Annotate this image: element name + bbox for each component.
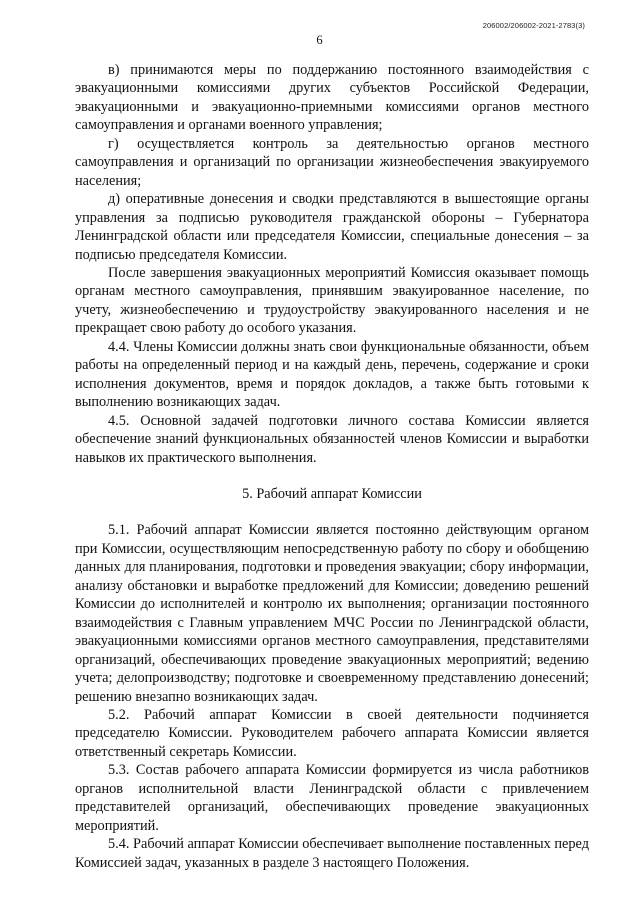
page-number: 6 [316, 33, 323, 47]
paragraph-4-4: 4.4. Члены Комиссии должны знать свои функциональные обязанности, объем работы на определенный период и на каждый день, перечень, содержание и сроки исполнения документов, время и порядок докладов, а также быть готовыми к выполнению возникающих задач. [75, 338, 589, 411]
paragraph-5-3: 5.3. Состав рабочего аппарата Комиссии формируется из числа работников органов исполнительной власти Ленинградской области с привлечением представителей организаций, обеспечивающих проведение эвакуационных мероприятий. [75, 762, 589, 834]
document-body [75, 61, 589, 872]
paragraph-5-1: 5.1. Рабочий аппарат Комиссии является постоянно действующим органом при Комиссии, осуществляющим непосредственную работу по сбору и обобщению данных для планирования, подготовки и проведения эвакуации; сбору информации, анализу обстановки и выработке предложений для Комиссии; доведению решений Комиссии до исполнителей и контролю их выполнения; организации постоянного взаимодействия с Главным управлением МЧС России по Ленинградской области, эвакуационными комиссиями органов местного самоуправления, представителями организаций, обеспечивающих проведение эвакуационных мероприятий; ведению учета; делопроизводству; подготовке и своевременному представлению донесений; решению внезапно возникающих задач. [75, 522, 589, 705]
paragraph-4-5: 4.5. Основной задачей подготовки личного состава Комиссии является обеспечение знаний функциональных обязанностей членов Комиссии и выработки навыков их практического выполнения. [75, 412, 589, 466]
paragraph-4-3-g: г) осуществляется контроль за деятельностью органов местного самоуправления и организаций по организации жизнеобеспечения эвакуируемого населения; [75, 135, 589, 189]
section-5-heading: 5. Рабочий аппарат Комиссии [242, 485, 422, 502]
paragraph-4-3-d: д) оперативные донесения и сводки представляются в вышестоящие органы управления за подписью руководителя гражданской обороны – Губернатора Ленинградской области или председателя Комиссии, специальные донесения – за подписью председателя Комиссии. [75, 191, 589, 263]
paragraph-5-2: 5.2. Рабочий аппарат Комиссии в своей деятельности подчиняется председателю Комиссии. Руководителем рабочего аппарата Комиссии является ответственный секретарь Комиссии. [75, 706, 589, 760]
paragraph-after-evacuation: После завершения эвакуационных мероприятий Комиссия оказывает помощь органам местного самоуправления, принявшим эвакуированное население, по учету, жизнеобеспечению и трудоустройству эвакуированного населения и не прекращает свою работу до особого указания. [75, 264, 589, 337]
document-id: 206002/206002-2021-2783(3) [482, 21, 585, 30]
paragraph-4-3-v: в) принимаются меры по поддержанию постоянного взаимодействия с эвакуационными комиссиями других субъектов Российской Федерации, эвакуационными и эвакуационно-приемными комиссиями органов местного самоуправления и органами военного управления; [75, 62, 589, 134]
paragraph-5-4: 5.4. Рабочий аппарат Комиссии обеспечивает выполнение поставленных перед Комиссией задач, указанных в разделе 3 настоящего Положения. [75, 836, 589, 871]
